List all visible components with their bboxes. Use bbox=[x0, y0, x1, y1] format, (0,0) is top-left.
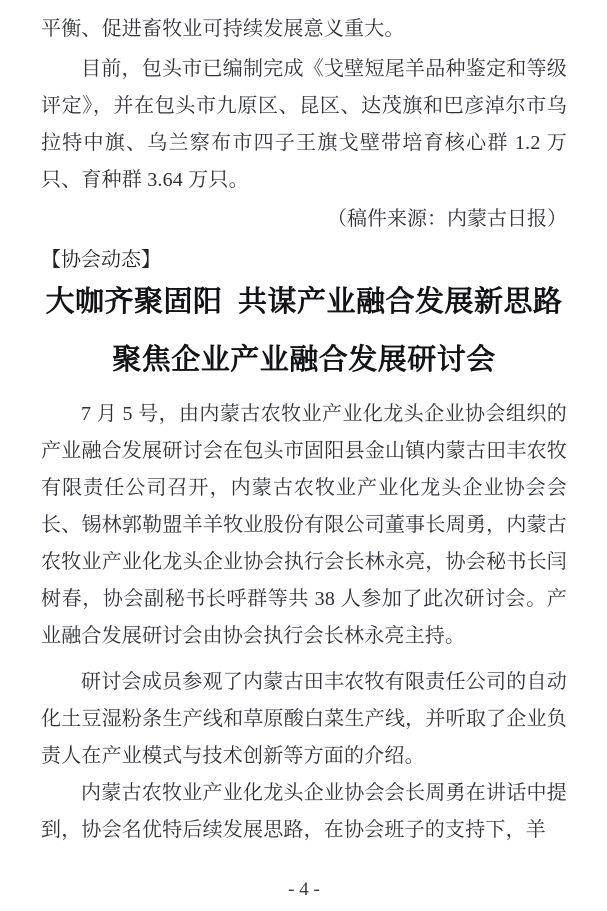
article-paragraph-site-visit: 研讨会成员参观了内蒙古田丰农牧有限责任公司的自动化土豆湿粉条生产线和草原酸白菜生产线，并听取了企业负责人在产业模式与技术创新等方面的介绍。 bbox=[41, 671, 567, 767]
source-attribution: （稿件来源：内蒙古日报） bbox=[327, 208, 567, 230]
article-title-line1: 大咖齐聚固阳 共谋产业融合发展新思路 bbox=[45, 286, 563, 318]
article-title-line2: 聚焦企业产业融合发展研讨会 bbox=[112, 344, 496, 376]
paragraph-continuation: 平衡、促进畜牧业可持续发展意义重大。 bbox=[41, 18, 405, 40]
page-number: - 4 - bbox=[288, 879, 320, 900]
article-paragraph-meeting-overview: 7 月 5 号，由内蒙古农牧业产业化龙头企业协会组织的产业融合发展研讨会在包头市固阳县金山镇内蒙古田丰农牧有限责任公司召开，内蒙古农牧业产业化龙头企业协会会长、锡林郭勒盟羊羊牧业股份有限公司董事长周勇，内蒙古农牧业产业化龙头企业协会执行会长林永亮，协会秘书长闫树春，协会副秘书长呼群等共 38 人参加了此次研讨会。产业融合发展研讨会由协会执行会长林永亮主持。 bbox=[41, 403, 567, 647]
paragraph-gobi-sheep-program: 目前，包头市已编制完成《戈壁短尾羊品种鉴定和等级评定》，并在包头市九原区、昆区、达茂旗和巴彦淖尔市乌拉特中旗、乌兰察布市四子王旗戈壁带培育核心群 1.2 万只、育种群 3.64 万只。 bbox=[41, 58, 567, 191]
section-heading: 【协会动态】 bbox=[41, 249, 161, 271]
article-paragraph-chairman-speech: 内蒙古农牧业产业化龙头企业协会会长周勇在讲话中提到，协会名优特后续发展思路，在协会班子的支持下，羊 bbox=[41, 782, 567, 841]
